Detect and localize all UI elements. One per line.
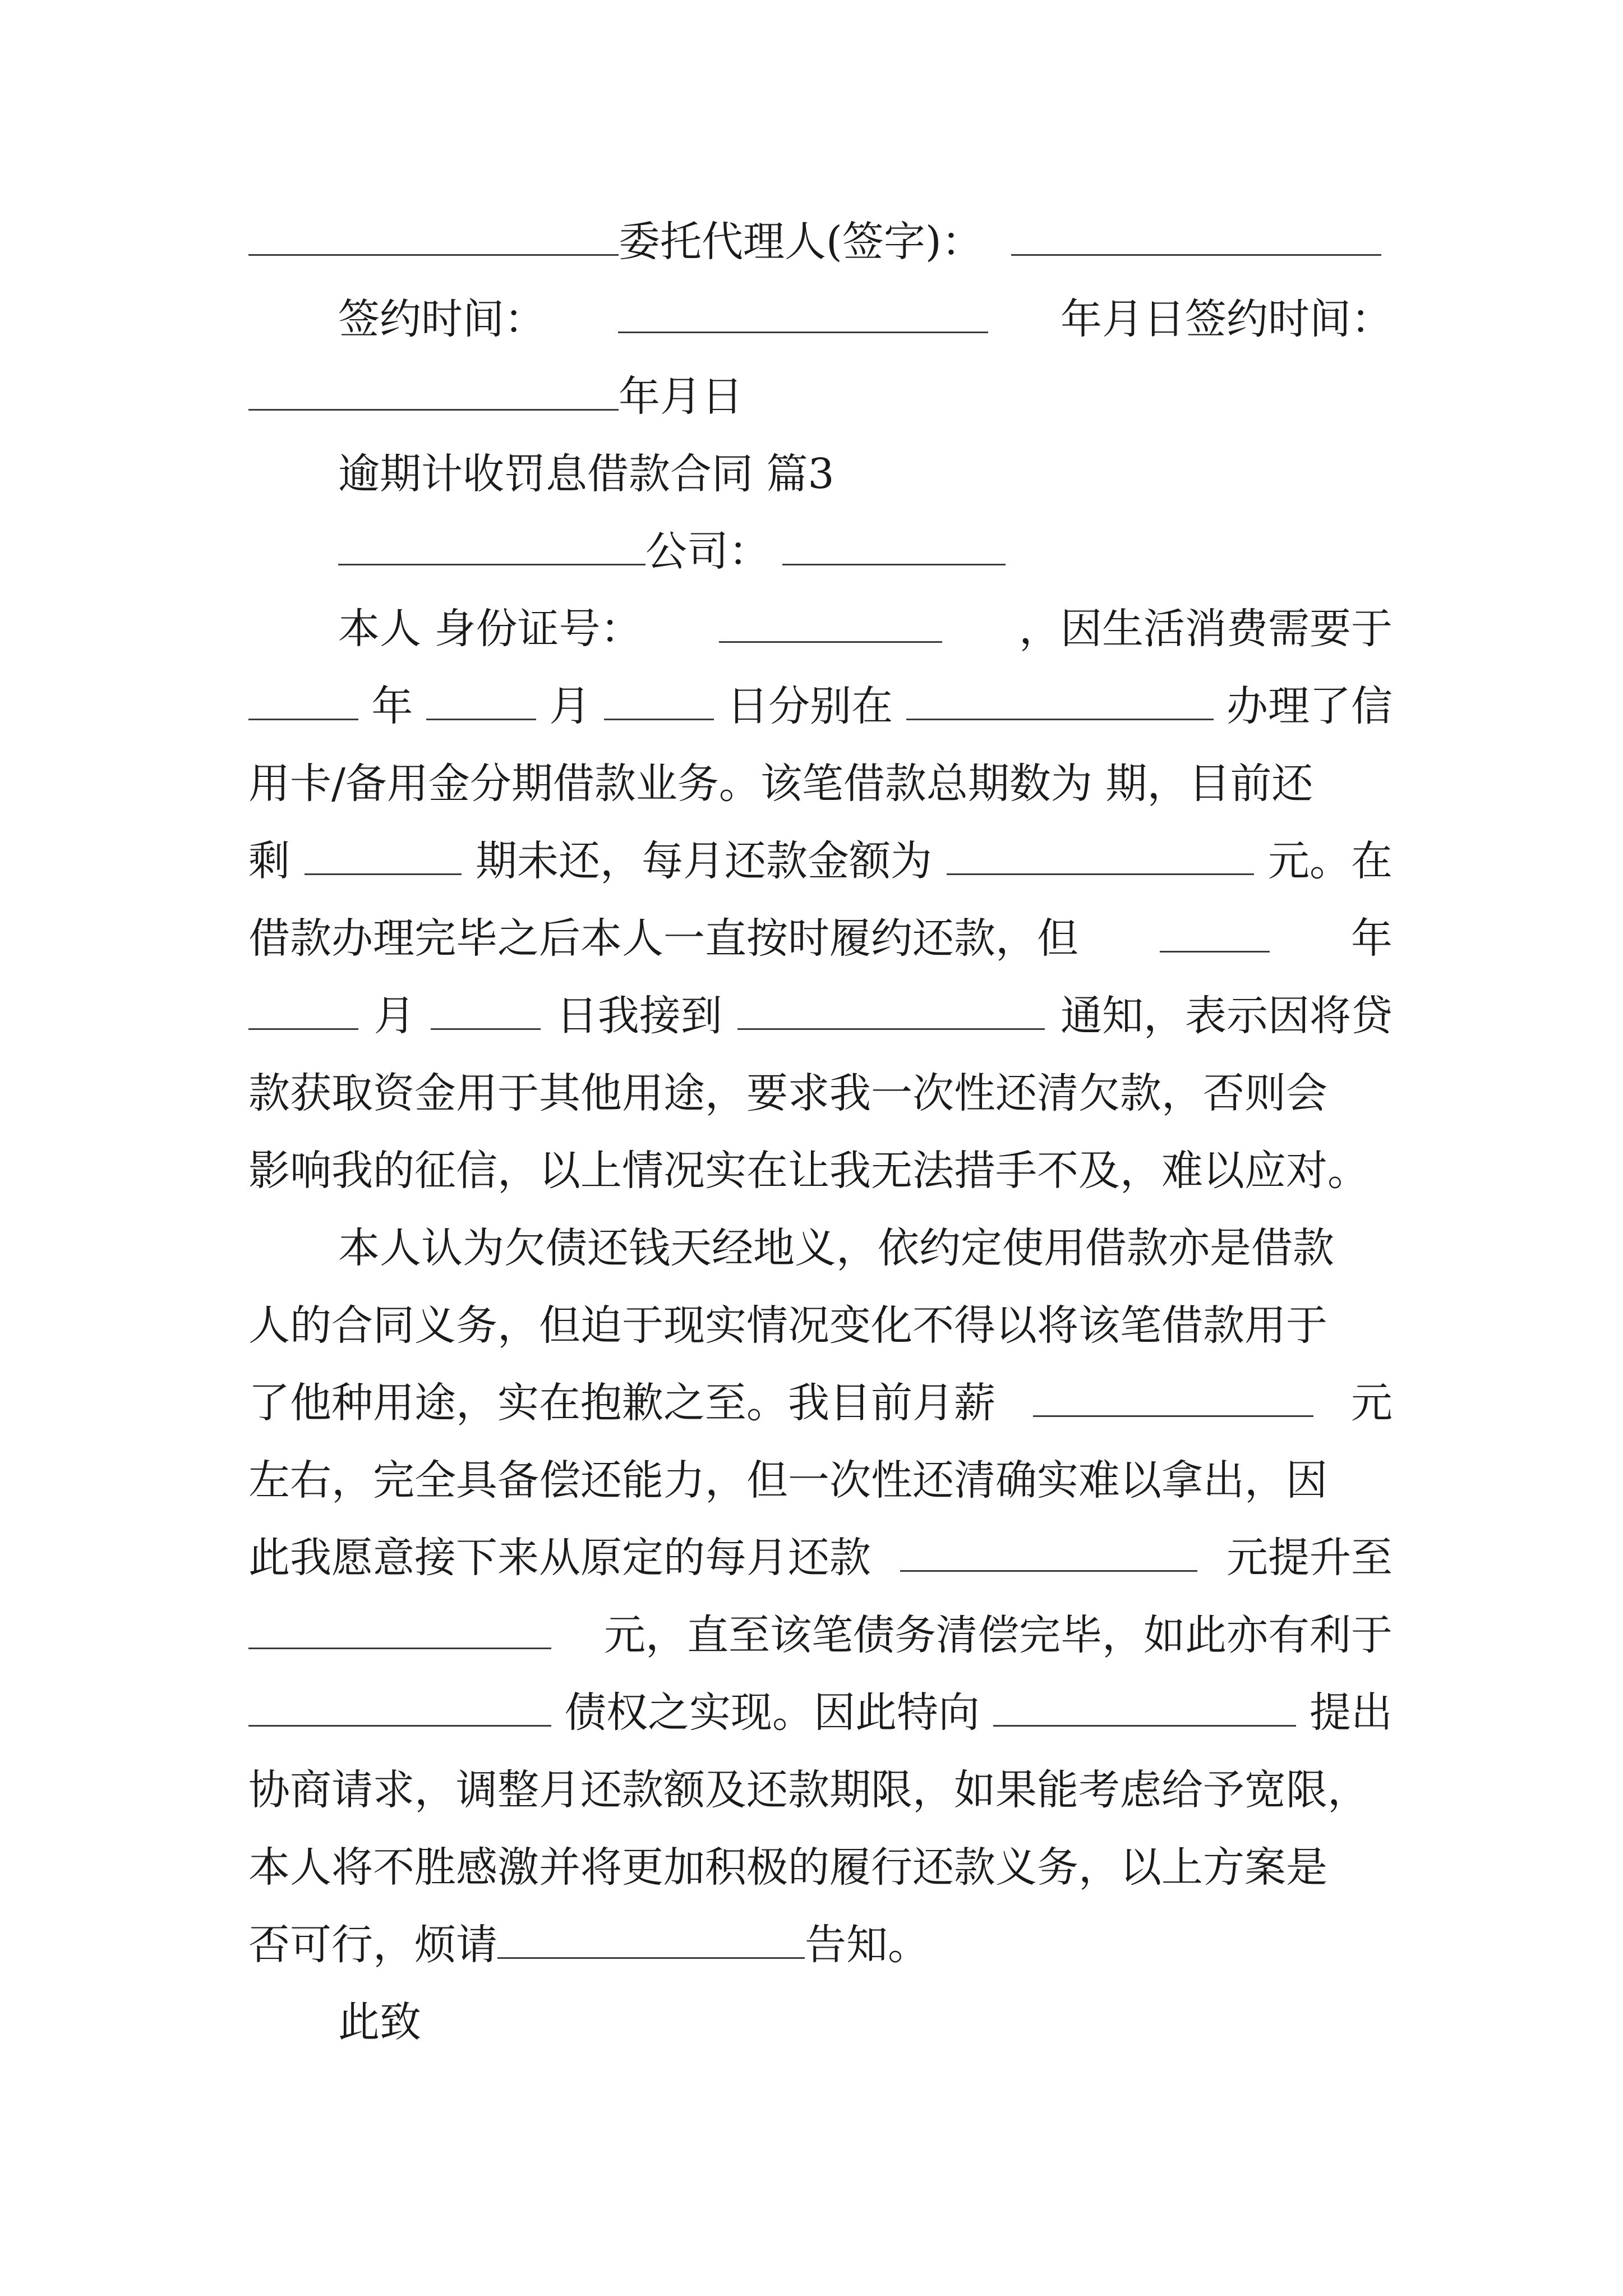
fill-in-blank (305, 840, 462, 875)
text-segment: 元提升至 (1227, 1534, 1393, 1582)
text-line (248, 1132, 1393, 1209)
text-segment: 月 (549, 682, 591, 730)
text-segment: 左右，完全具备偿还能力，但一次性还清确实难以拿出，因 (248, 1456, 1327, 1504)
heading-text: 逾期计收罚息借款合同 篇3 (338, 450, 834, 498)
text-line (248, 1209, 1482, 1287)
text-segment: 本人将不胜感激并将更加积极的履行还款义务，以上方案是 (248, 1843, 1327, 1892)
fill-in-blank (737, 995, 1045, 1030)
fill-in-blank (906, 685, 1214, 720)
text-line (248, 1596, 1393, 1674)
text-segment: 元。在 (1268, 837, 1393, 885)
text-line (248, 977, 1393, 1055)
text-segment: 人的合同义务，但迫于现实情况变化不得以将该笔借款用于 (248, 1301, 1327, 1350)
fill-in-blank (248, 1614, 551, 1649)
text-segment: 日我接到 (556, 992, 722, 1040)
fill-in-blank (248, 1691, 551, 1727)
text-line (248, 513, 1482, 590)
fill-in-blank (248, 995, 358, 1030)
fill-in-blank (431, 995, 541, 1030)
text-segment: 本人 身份证号： (338, 605, 642, 653)
text-segment: 协商请求，调整月还款额及还款期限，如果能考虑给予宽限， (248, 1766, 1369, 1814)
fill-in-blank (338, 530, 645, 565)
fill-in-blank (248, 685, 358, 720)
fill-in-blank (947, 840, 1254, 875)
text-segment: 借款办理完毕之后本人一直按时履约还款，但 (248, 914, 1078, 963)
fill-in-blank (248, 375, 619, 411)
text-segment: 年 (371, 682, 413, 730)
text-segment: 提出 (1310, 1688, 1393, 1737)
fill-in-blank (1011, 220, 1381, 256)
text-line (248, 358, 1393, 435)
text-line (248, 822, 1393, 900)
fill-in-blank (1033, 1382, 1313, 1417)
fill-in-blank (604, 685, 714, 720)
text-segment: 否可行，烦请 (248, 1921, 497, 1969)
closing-text: 此致 (338, 1998, 421, 2046)
text-segment: 公司： (645, 527, 770, 576)
fill-in-blank (426, 685, 536, 720)
text-segment: 年 (1351, 914, 1393, 963)
text-segment: ，因生活消费需要于 (1019, 605, 1393, 653)
text-line (248, 668, 1393, 745)
text-line (248, 745, 1393, 822)
text-segment: 债权之实现。因此特向 (565, 1688, 980, 1737)
text-line (248, 1287, 1393, 1364)
text-segment: 此我愿意接下来从原定的每月还款 (248, 1534, 871, 1582)
fill-in-blank (782, 530, 1006, 565)
fill-in-blank (248, 220, 619, 256)
fill-in-blank (719, 608, 942, 643)
fill-in-blank (497, 1924, 805, 1959)
text-segment: 了他种用途，实在抱歉之至。我目前月薪 (248, 1379, 995, 1427)
fill-in-blank (993, 1691, 1296, 1727)
text-line (248, 280, 1393, 358)
text-line (248, 1751, 1393, 1829)
fill-in-blank (900, 1536, 1197, 1572)
text-line (248, 1829, 1393, 1906)
text-line (248, 900, 1393, 977)
text-segment: 委托代理人(签字)： (619, 218, 983, 266)
fill-in-blank (1160, 917, 1270, 953)
fill-in-blank (618, 298, 988, 333)
text-line (248, 1442, 1393, 1519)
text-segment: 本人认为欠债还钱天经地义，依约定使用借款亦是借款 (338, 1224, 1334, 1272)
text-segment: 日分别在 (727, 682, 893, 730)
text-line (248, 1364, 1393, 1442)
text-line (248, 1519, 1393, 1596)
text-line (248, 1674, 1393, 1751)
closing-line (248, 1984, 1482, 2061)
text-segment: 款获取资金用于其他用途，要求我一次性还清欠款，否则会 (248, 1069, 1327, 1117)
text-segment: 用卡/备用金分期借款业务。该笔借款总期数为 期，目前还 (248, 760, 1313, 808)
text-segment: 月 (374, 992, 416, 1040)
text-segment: 年月日签约时间： (1061, 295, 1393, 343)
text-segment: 期未还，每月还款金额为 (476, 837, 932, 885)
text-segment: 元，直至该笔债务清偿完毕，如此亦有利于 (604, 1611, 1393, 1659)
text-line (248, 1906, 1393, 1984)
text-line (248, 590, 1393, 668)
text-line (248, 1055, 1393, 1132)
text-segment: 签约时间： (338, 295, 546, 343)
text-segment: 告知。 (805, 1921, 929, 1969)
text-segment: 元 (1351, 1379, 1393, 1427)
section-heading (248, 435, 1482, 513)
text-segment: 通知，表示因将贷 (1060, 992, 1393, 1040)
text-segment: 剩 (248, 837, 290, 885)
text-segment: 年月日 (619, 372, 743, 421)
text-line (248, 203, 1393, 280)
text-segment: 办理了信 (1226, 682, 1393, 730)
text-segment: 影响我的征信，以上情况实在让我无法措手不及，难以应对。 (248, 1147, 1369, 1195)
